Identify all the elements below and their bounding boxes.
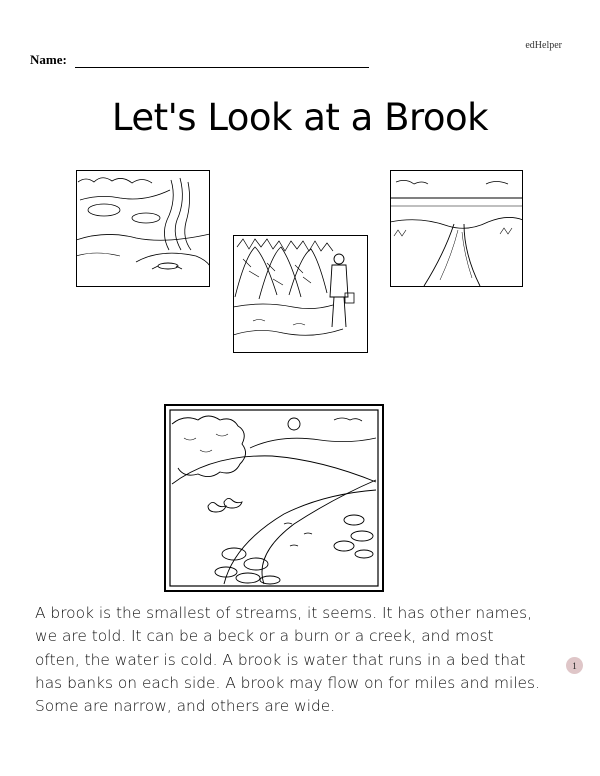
name-label: Name: <box>30 52 67 67</box>
creek-valley-illustration <box>390 170 523 287</box>
passage-line: we are told. It can be a beck or a burn or a creek, and most <box>35 627 494 646</box>
waterfall-salamander-illustration <box>76 170 210 287</box>
brook-with-ducks-illustration <box>164 404 384 592</box>
name-row <box>30 52 369 68</box>
reading-passage <box>35 602 565 718</box>
passage-line: Some are narrow, and others are wide. <box>35 697 336 716</box>
brand-label: edHelper <box>525 40 562 51</box>
page-title: Let's Look at a Brook <box>111 96 489 139</box>
passage-line: often, the water is cold. A brook is water that runs in a bed that <box>35 650 526 669</box>
passage-line: A brook is the smallest of streams, it seems. It has other names, <box>35 604 532 622</box>
page-number-badge: 1 <box>566 657 583 674</box>
forest-fisherman-illustration <box>233 235 368 353</box>
name-field-line[interactable] <box>75 55 369 68</box>
passage-line: has banks on each side. A brook may flow on for miles and miles. <box>35 673 540 692</box>
